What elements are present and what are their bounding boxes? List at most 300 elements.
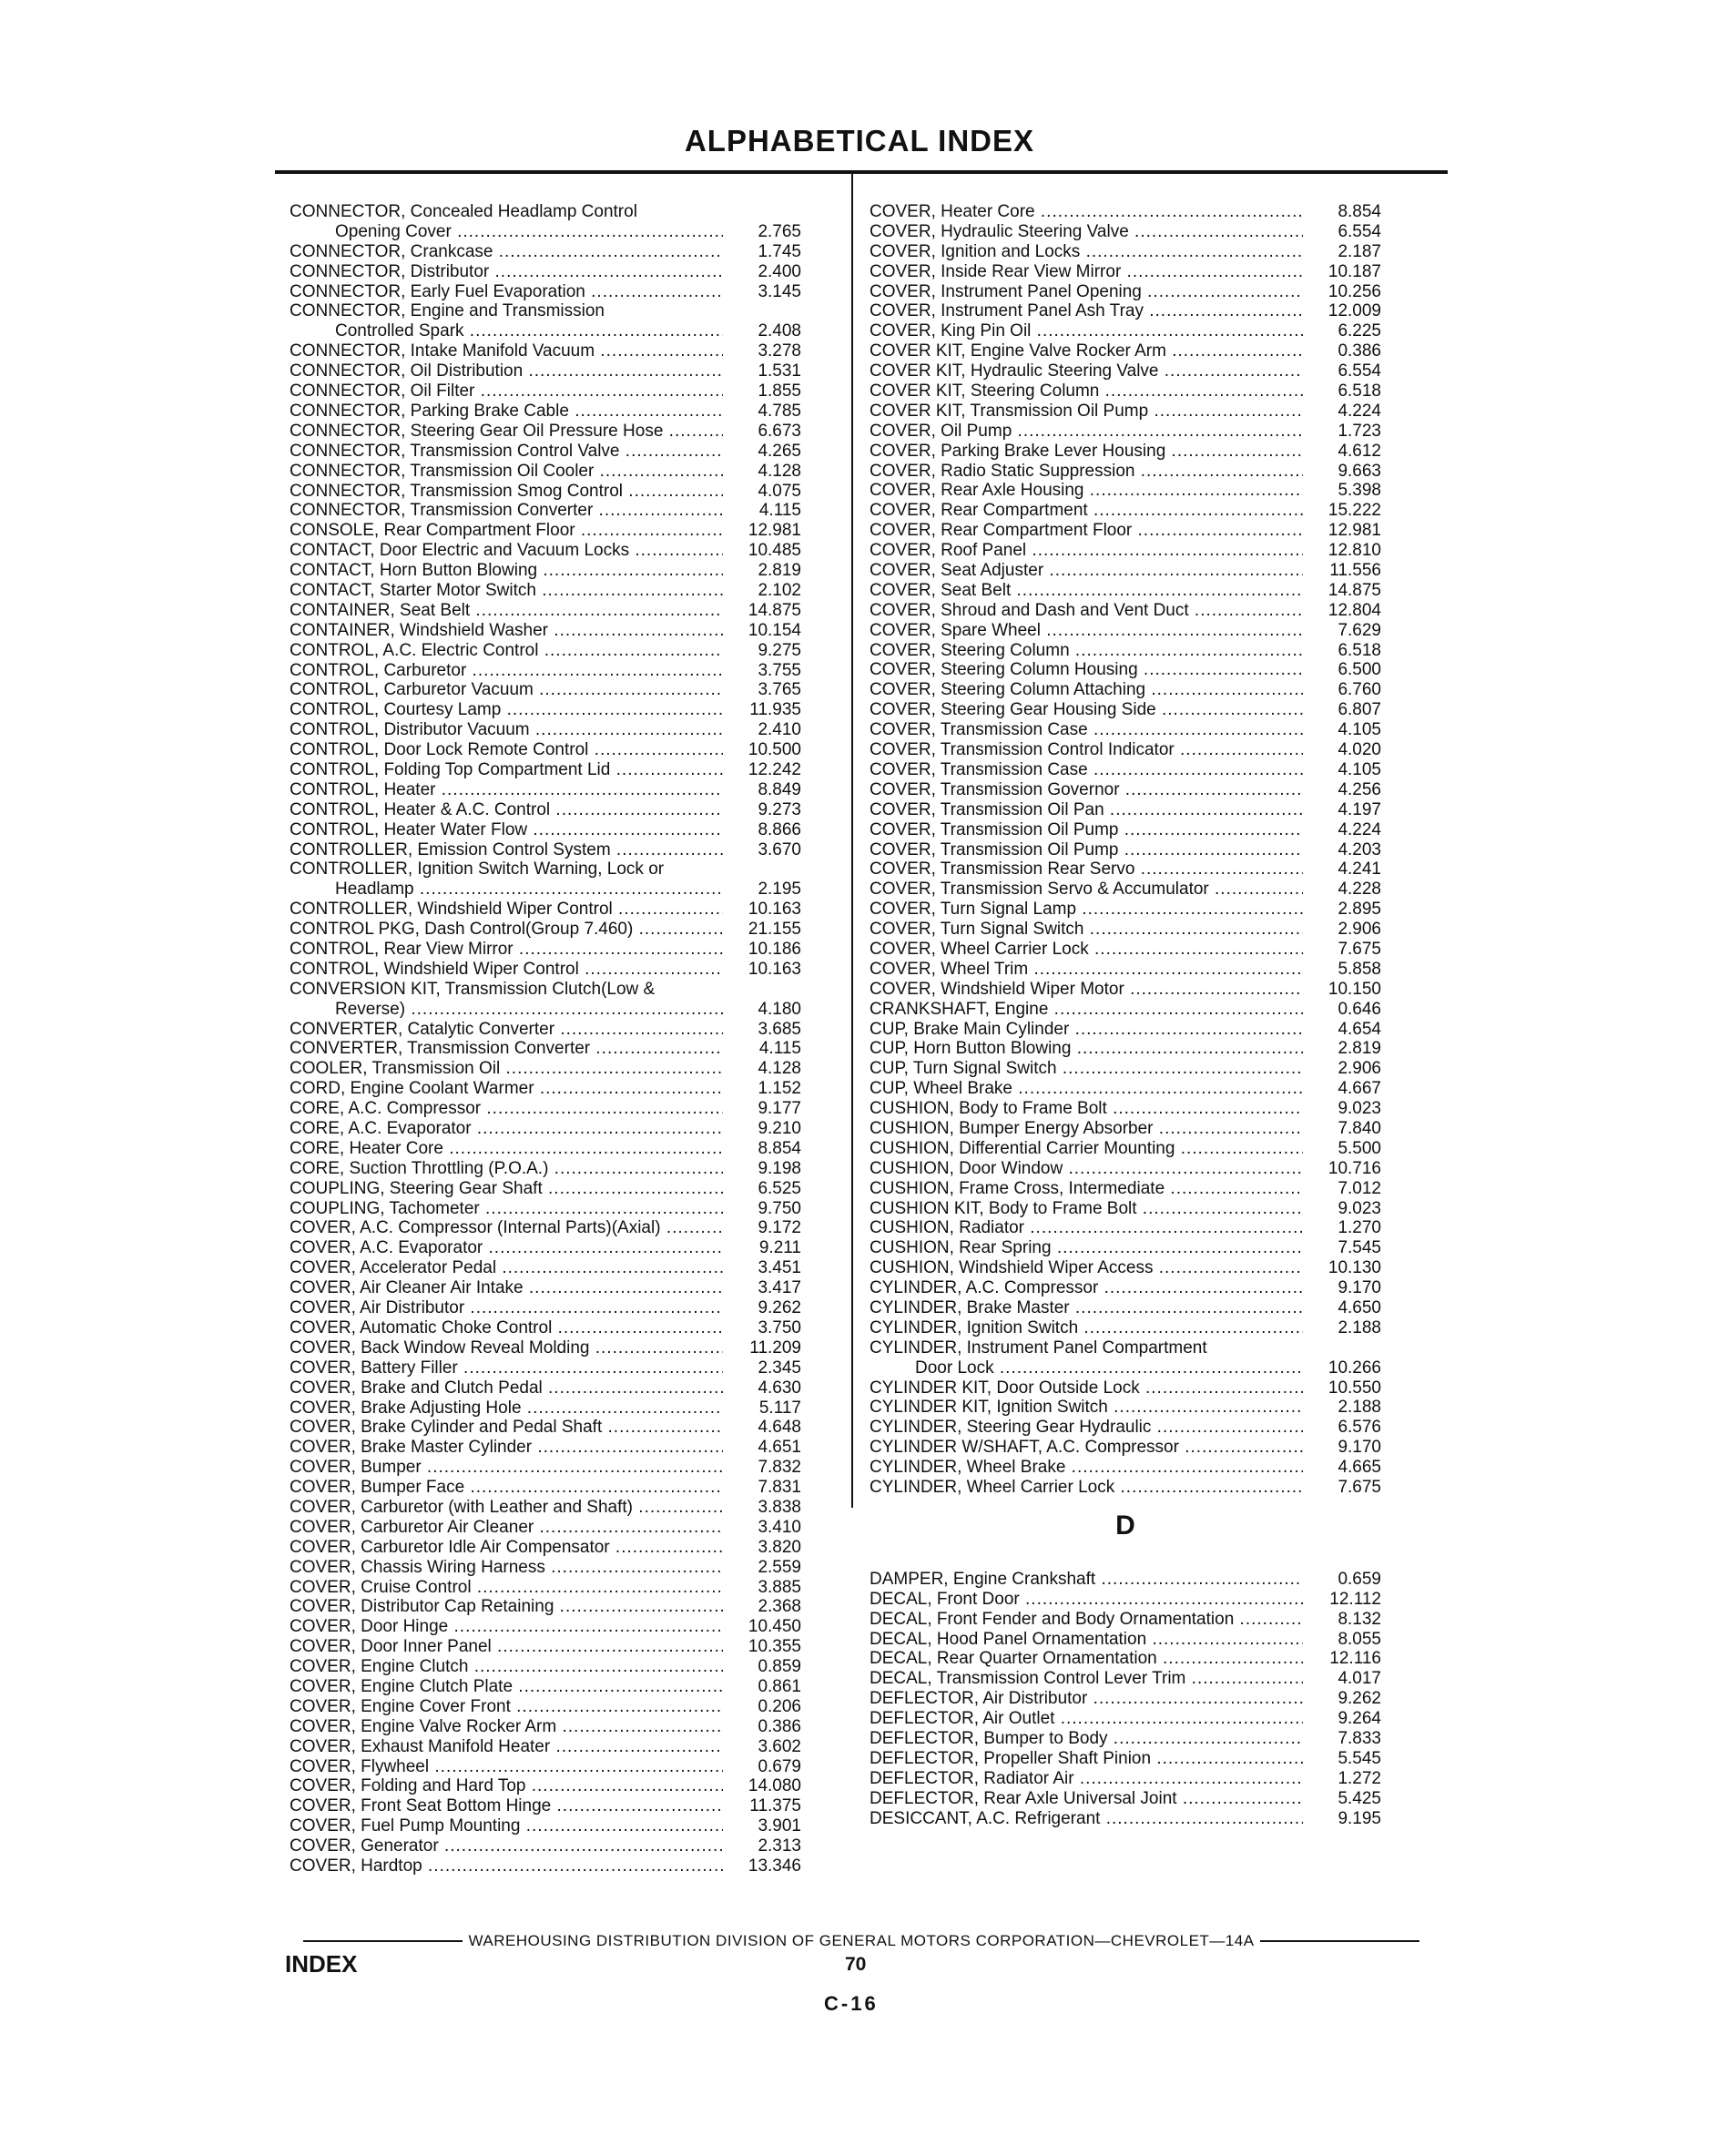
entry-reference-number: 4.128	[758, 461, 801, 481]
entry-reference-number: 2.102	[758, 580, 801, 600]
entry-label: DEFLECTOR, Air Distributor .....	[870, 1689, 1303, 1709]
index-entry	[290, 1020, 801, 1040]
index-entry	[870, 541, 1381, 561]
index-entry	[290, 482, 801, 502]
entry-reference-number: 1.152	[758, 1079, 801, 1099]
entry-label: COVER, Hydraulic Steering Valve .....	[870, 222, 1303, 242]
index-entry	[870, 1398, 1381, 1418]
index-entry	[290, 1458, 801, 1478]
entry-label: COVER, Transmission Oil Pan .....	[870, 800, 1303, 820]
index-entry	[870, 1438, 1381, 1458]
index-entry	[870, 1729, 1381, 1749]
entry-reference-number: 4.105	[1338, 720, 1381, 740]
entry-label: COVER, Spare Wheel .....	[870, 621, 1303, 641]
entry-label: COVER, A.C. Evaporator .....	[290, 1238, 723, 1258]
entry-label: COVER, Distributor Cap Retaining .....	[290, 1597, 723, 1617]
entry-label: COVER KIT, Steering Column .....	[870, 381, 1303, 402]
entry-label: CONTACT, Starter Motor Switch .....	[290, 581, 723, 601]
entry-reference-number: 9.023	[1338, 1198, 1381, 1218]
entry-reference-number: 2.195	[758, 880, 801, 900]
index-entry	[870, 501, 1381, 521]
entry-reference-number: 10.500	[748, 740, 801, 760]
entry-reference-number: 6.525	[758, 1178, 801, 1198]
index-entry	[870, 760, 1381, 780]
entry-label: CYLINDER, A.C. Compressor .....	[870, 1278, 1303, 1298]
entry-label: COVER, Air Distributor .....	[290, 1298, 723, 1318]
entry-label: CONTROL, Carburetor .....	[290, 661, 723, 681]
entry-reference-number: 10.266	[1327, 1358, 1381, 1378]
entry-label: CORE, A.C. Evaporator .....	[290, 1119, 723, 1139]
entry-reference-number: 5.117	[758, 1398, 801, 1418]
page-title: ALPHABETICAL INDEX	[684, 124, 1035, 158]
entry-label: CUP, Horn Button Blowing .....	[870, 1039, 1303, 1059]
entry-label: CUSHION, Door Window .....	[870, 1159, 1303, 1179]
entry-reference-number: 2.765	[758, 221, 801, 241]
index-entry	[290, 1657, 801, 1677]
entry-label: COVER, Transmission Rear Servo .....	[870, 859, 1303, 880]
entry-label: COVER, Battery Filler .....	[290, 1358, 723, 1378]
entry-reference-number: 6.518	[1338, 381, 1381, 402]
index-entry	[870, 222, 1381, 242]
entry-reference-number: 6.225	[1338, 321, 1381, 341]
entry-label: COVER, Bumper Face .....	[290, 1478, 723, 1498]
entry-label: CONNECTOR, Oil Distribution .....	[290, 361, 723, 381]
index-entry	[870, 1689, 1381, 1709]
entry-label: DECAL, Rear Quarter Ornamentation .....	[870, 1649, 1303, 1669]
entry-label: COVER, Windshield Wiper Motor .....	[870, 980, 1303, 1000]
index-entry	[870, 381, 1381, 402]
entry-reference-number: 2.187	[1338, 241, 1381, 261]
index-entry	[290, 1578, 801, 1598]
entry-label: COVER, Inside Rear View Mirror .....	[870, 262, 1303, 282]
entry-label: COVER, Heater Core .....	[870, 202, 1303, 222]
entry-reference-number: 2.400	[758, 261, 801, 281]
index-entry	[290, 1498, 801, 1518]
entry-label: COVER, Exhaust Manifold Heater .....	[290, 1737, 723, 1757]
index-entry	[870, 341, 1381, 361]
index-entry	[290, 641, 801, 661]
entry-label: CYLINDER, Ignition Switch .....	[870, 1318, 1303, 1338]
entry-continuation	[290, 222, 801, 242]
entry-reference-number: 9.262	[758, 1298, 801, 1318]
entry-reference-number: 5.858	[1338, 959, 1381, 979]
entry-label: CONNECTOR, Transmission Smog Control .....	[290, 482, 723, 502]
index-entry	[870, 462, 1381, 482]
entry-reference-number: 3.755	[758, 660, 801, 680]
index-entry	[290, 262, 801, 282]
entry-reference-number: 2.410	[758, 720, 801, 740]
index-entry	[290, 1159, 801, 1179]
index-entry	[870, 1000, 1381, 1020]
index-entry	[290, 422, 801, 442]
entry-label: DECAL, Transmission Control Lever Trim .....	[870, 1669, 1303, 1689]
entry-reference-number: 3.765	[758, 680, 801, 700]
column-divider	[851, 174, 853, 1508]
footer-publisher-line	[303, 1932, 1419, 1950]
footer-rule-right	[1260, 1940, 1419, 1942]
entry-label: CYLINDER KIT, Door Outside Lock .....	[870, 1378, 1303, 1398]
entry-label: COVER, Engine Clutch Plate .....	[290, 1677, 723, 1697]
index-entry	[870, 1630, 1381, 1650]
entry-label: CONVERTER, Catalytic Converter .....	[290, 1020, 723, 1040]
index-entry	[290, 541, 801, 561]
index-column-left	[290, 202, 801, 1876]
index-entry	[870, 1179, 1381, 1199]
index-entry	[870, 800, 1381, 820]
index-entry	[870, 422, 1381, 442]
entry-label: CUSHION, Radiator .....	[870, 1218, 1303, 1238]
entry-reference-number: 4.128	[758, 1059, 801, 1079]
entry-reference-number: 0.646	[1338, 999, 1381, 1019]
entry-label: CONTROL, Heater .....	[290, 780, 723, 800]
entry-label: COVER, Parking Brake Lever Housing .....	[870, 442, 1303, 462]
index-entry	[290, 521, 801, 541]
entry-reference-number: 9.172	[758, 1218, 801, 1238]
entry-label: CUP, Wheel Brake .....	[870, 1079, 1303, 1099]
entry-reference-number: 3.602	[758, 1736, 801, 1756]
entry-reference-number: 2.819	[1338, 1039, 1381, 1059]
entry-label: COVER, Cruise Control .....	[290, 1578, 723, 1598]
index-entry	[290, 800, 801, 820]
entry-label: COVER, Fuel Pump Mounting .....	[290, 1816, 723, 1836]
entry-label: COVER, Transmission Control Indicator .....	[870, 740, 1303, 760]
index-entry	[870, 321, 1381, 341]
entry-label: COUPLING, Steering Gear Shaft .....	[290, 1179, 723, 1199]
entry-label: Reverse) .....	[335, 1000, 723, 1020]
entry-label: COVER, Folding and Hard Top .....	[290, 1776, 723, 1796]
entry-label: CYLINDER, Wheel Carrier Lock .....	[870, 1478, 1303, 1498]
entry-label: CONSOLE, Rear Compartment Floor .....	[290, 521, 723, 541]
index-entry	[290, 1338, 801, 1358]
entry-label: COVER, Shroud and Dash and Vent Duct .....	[870, 601, 1303, 621]
index-entry	[870, 960, 1381, 980]
entry-reference-number: 0.861	[758, 1676, 801, 1696]
entry-reference-number: 9.275	[758, 640, 801, 660]
entry-reference-number: 4.265	[758, 441, 801, 461]
entry-reference-number: 4.115	[758, 1039, 801, 1059]
footer-publisher-text: WAREHOUSING DISTRIBUTION DIVISION OF GENERAL MOTORS CORPORATION—CHEVROLET—14A	[468, 1932, 1255, 1949]
entry-reference-number: 10.163	[748, 959, 801, 979]
entry-label-line1: CONTROLLER, Ignition Switch Warning, Lock or	[290, 859, 665, 880]
entry-reference-number: 7.675	[1338, 939, 1381, 959]
entry-reference-number: 10.154	[748, 620, 801, 640]
entry-label: COVER, Engine Cover Front .....	[290, 1697, 723, 1717]
entry-label: CONTROL, Folding Top Compartment Lid .....	[290, 760, 723, 780]
index-entry	[870, 1099, 1381, 1119]
entry-reference-number: 9.170	[1338, 1278, 1381, 1298]
index-entry	[870, 601, 1381, 621]
entry-label: CORE, Suction Throttling (P.O.A.) .....	[290, 1159, 723, 1179]
entry-reference-number: 0.679	[758, 1756, 801, 1776]
index-entry	[290, 1737, 801, 1757]
index-entry	[290, 1099, 801, 1119]
entry-label: CONTROL, Door Lock Remote Control .....	[290, 740, 723, 760]
entry-reference-number: 5.545	[1338, 1748, 1381, 1768]
index-entry	[870, 1258, 1381, 1278]
entry-reference-number: 9.195	[1338, 1808, 1381, 1828]
entry-reference-number: 7.832	[758, 1458, 801, 1478]
entry-label: COVER, Steering Column Attaching .....	[870, 680, 1303, 700]
entry-continuation	[290, 321, 801, 341]
entry-reference-number: 11.935	[749, 700, 801, 720]
entry-reference-number: 1.745	[758, 241, 801, 261]
index-entry	[290, 381, 801, 402]
index-entry	[870, 1570, 1381, 1590]
entry-reference-number: 2.188	[1338, 1398, 1381, 1418]
entry-label: COVER, Transmission Oil Pump .....	[870, 820, 1303, 840]
entry-label: CONTROL, Heater & A.C. Control .....	[290, 800, 723, 820]
entry-label: CORD, Engine Coolant Warmer .....	[290, 1079, 723, 1099]
entry-label: COVER, Ignition and Locks .....	[870, 242, 1303, 262]
index-entry	[870, 581, 1381, 601]
entry-label: CONNECTOR, Distributor .....	[290, 262, 723, 282]
index-entry	[290, 1796, 801, 1816]
entry-reference-number: 4.665	[1338, 1458, 1381, 1478]
entry-reference-number: 10.716	[1327, 1158, 1381, 1178]
index-entry	[290, 940, 801, 960]
entry-reference-number: 2.408	[758, 321, 801, 341]
entry-label: CONTROL, Distributor Vacuum .....	[290, 720, 723, 740]
entry-label: COVER, Generator .....	[290, 1836, 723, 1856]
entry-label: CUSHION, Windshield Wiper Access .....	[870, 1258, 1303, 1278]
entry-reference-number: 2.368	[758, 1597, 801, 1617]
entry-label: CYLINDER KIT, Ignition Switch .....	[870, 1398, 1303, 1418]
entry-reference-number: 4.115	[758, 501, 801, 521]
index-entry	[870, 980, 1381, 1000]
index-entry	[870, 1610, 1381, 1630]
entry-label: DEFLECTOR, Propeller Shaft Pinion .....	[870, 1749, 1303, 1769]
entry-label: COVER KIT, Engine Valve Rocker Arm .....	[870, 341, 1303, 361]
entry-reference-number: 3.820	[758, 1537, 801, 1557]
entry-label: DESICCANT, A.C. Refrigerant .....	[870, 1809, 1303, 1829]
entry-reference-number: 4.203	[1338, 839, 1381, 859]
footer-page-code: C-16	[824, 1992, 879, 2015]
entry-reference-number: 3.278	[758, 341, 801, 361]
index-entry	[290, 900, 801, 920]
entry-reference-number: 9.210	[758, 1119, 801, 1139]
entry-reference-number: 12.810	[1327, 541, 1381, 561]
entry-label: COVER, Wheel Trim .....	[870, 960, 1303, 980]
entry-reference-number: 0.386	[1338, 341, 1381, 361]
index-entry	[870, 1338, 1381, 1378]
index-entry	[290, 1816, 801, 1836]
entry-label: COVER, Brake Master Cylinder .....	[290, 1438, 723, 1458]
entry-reference-number: 13.346	[748, 1856, 801, 1876]
index-entry	[870, 1238, 1381, 1258]
index-entry	[870, 1649, 1381, 1669]
entry-label: CONTROL, Rear View Mirror .....	[290, 940, 723, 960]
entry-label: COVER, Steering Column Housing .....	[870, 660, 1303, 680]
index-entry	[290, 1199, 801, 1219]
index-entry	[290, 242, 801, 262]
entry-label: COVER, Steering Column .....	[870, 641, 1303, 661]
index-entry	[290, 361, 801, 381]
entry-reference-number: 0.386	[758, 1716, 801, 1736]
index-entry	[870, 700, 1381, 720]
index-entry	[290, 820, 801, 840]
entry-reference-number: 4.612	[1338, 441, 1381, 461]
index-entry	[870, 621, 1381, 641]
entry-label: CONTROL, Courtesy Lamp .....	[290, 700, 723, 720]
index-entry	[290, 1079, 801, 1099]
index-entry	[290, 621, 801, 641]
index-entry	[870, 1020, 1381, 1040]
entry-reference-number: 10.550	[1327, 1378, 1381, 1398]
entry-reference-number: 3.885	[758, 1577, 801, 1597]
index-entry	[870, 561, 1381, 581]
entry-reference-number: 4.667	[1338, 1079, 1381, 1099]
entry-label: COVER, Transmission Servo & Accumulator .....	[870, 880, 1303, 900]
entry-label: COVER, Wheel Carrier Lock .....	[870, 940, 1303, 960]
entry-reference-number: 10.130	[1327, 1258, 1381, 1278]
entry-label: CUSHION, Body to Frame Bolt .....	[870, 1099, 1303, 1119]
entry-label: COVER, Rear Compartment .....	[870, 501, 1303, 521]
header-rule	[275, 170, 1448, 174]
footer-index-label: INDEX	[285, 1950, 358, 1978]
index-entry	[870, 442, 1381, 462]
entry-reference-number: 4.197	[1338, 799, 1381, 819]
index-entry	[290, 462, 801, 482]
footer-page-number: 70	[845, 1954, 867, 1975]
index-entry	[290, 501, 801, 521]
entry-reference-number: 1.531	[758, 361, 801, 381]
entry-reference-number: 9.211	[758, 1238, 801, 1258]
entry-reference-number: 7.831	[758, 1478, 801, 1498]
entry-label: CYLINDER, Wheel Brake .....	[870, 1458, 1303, 1478]
index-entry	[290, 1418, 801, 1438]
entry-label: CONTROL PKG, Dash Control(Group 7.460) .....	[290, 920, 723, 940]
index-entry	[290, 1378, 801, 1398]
index-entry	[290, 1617, 801, 1637]
entry-reference-number: 0.859	[758, 1657, 801, 1677]
entry-label: COVER, Engine Valve Rocker Arm .....	[290, 1717, 723, 1737]
entry-reference-number: 10.186	[748, 940, 801, 959]
entry-label: COVER, Instrument Panel Ash Tray .....	[870, 301, 1303, 321]
entry-reference-number: 2.345	[758, 1358, 801, 1378]
entry-reference-number: 4.648	[758, 1418, 801, 1438]
entry-label: COVER, Brake Adjusting Hole .....	[290, 1398, 723, 1419]
c-entries-right	[870, 202, 1381, 1498]
entry-label: DEFLECTOR, Radiator Air .....	[870, 1769, 1303, 1789]
entry-label: COVER, Instrument Panel Opening .....	[870, 282, 1303, 302]
index-entry	[290, 1059, 801, 1079]
entry-label: CONTROL, Windshield Wiper Control .....	[290, 960, 723, 980]
entry-continuation	[870, 1358, 1381, 1378]
index-entry	[870, 1059, 1381, 1079]
entry-label: CRANKSHAFT, Engine .....	[870, 1000, 1303, 1020]
entry-reference-number: 7.840	[1338, 1118, 1381, 1138]
entry-reference-number: 4.630	[758, 1378, 801, 1398]
index-entry	[290, 920, 801, 940]
entry-reference-number: 4.785	[758, 401, 801, 421]
entry-reference-number: 12.009	[1327, 301, 1381, 321]
index-entry	[290, 402, 801, 422]
entry-label: CYLINDER W/SHAFT, A.C. Compressor .....	[870, 1438, 1303, 1458]
entry-continuation	[290, 1000, 801, 1020]
entry-reference-number: 14.080	[748, 1776, 801, 1796]
entry-reference-number: 1.272	[1338, 1768, 1381, 1788]
index-entry	[870, 680, 1381, 700]
entry-label: CONTROL, Heater Water Flow .....	[290, 820, 723, 840]
entry-reference-number: 6.518	[1338, 640, 1381, 660]
index-entry	[870, 820, 1381, 840]
entry-reference-number: 6.673	[758, 421, 801, 441]
entry-label: CUSHION KIT, Body to Frame Bolt .....	[870, 1199, 1303, 1219]
index-entry	[870, 361, 1381, 381]
entry-label: COVER, A.C. Compressor (Internal Parts)(Axial) .....	[290, 1218, 723, 1238]
entry-reference-number: 9.262	[1338, 1689, 1381, 1709]
entry-label: CUSHION, Frame Cross, Intermediate .....	[870, 1179, 1303, 1199]
entry-reference-number: 4.020	[1338, 740, 1381, 760]
entry-reference-number: 4.256	[1338, 779, 1381, 799]
entry-reference-number: 9.170	[1338, 1438, 1381, 1458]
entry-label: COVER, Accelerator Pedal .....	[290, 1258, 723, 1278]
entry-reference-number: 1.270	[1338, 1218, 1381, 1238]
entry-label: CONNECTOR, Steering Gear Oil Pressure Hose .....	[290, 422, 723, 442]
entry-reference-number: 6.807	[1338, 700, 1381, 720]
entry-label: COVER, Chassis Wiring Harness .....	[290, 1558, 723, 1578]
entry-reference-number: 14.875	[748, 600, 801, 620]
entry-reference-number: 5.425	[1338, 1788, 1381, 1808]
entry-reference-number: 12.804	[1327, 600, 1381, 620]
entry-label: CONNECTOR, Crankcase .....	[290, 242, 723, 262]
entry-label: COVER, Front Seat Bottom Hinge .....	[290, 1796, 723, 1816]
entry-reference-number: 9.663	[1338, 461, 1381, 481]
entry-label: CONTROL, Carburetor Vacuum .....	[290, 680, 723, 700]
entry-reference-number: 3.901	[758, 1816, 801, 1836]
index-entry	[870, 1669, 1381, 1689]
entry-reference-number: 4.650	[1338, 1297, 1381, 1317]
index-entry	[290, 202, 801, 242]
entry-label: COVER, Back Window Reveal Molding .....	[290, 1338, 723, 1358]
index-entry	[290, 700, 801, 720]
index-entry	[290, 1757, 801, 1777]
entry-label: COVER, Steering Gear Housing Side .....	[870, 700, 1303, 720]
index-entry	[870, 641, 1381, 661]
index-entry	[870, 660, 1381, 680]
entry-label: COVER, Carburetor (with Leather and Shaft) .....	[290, 1498, 723, 1518]
entry-reference-number: 8.866	[758, 819, 801, 839]
entry-label: COVER, Turn Signal Switch .....	[870, 920, 1303, 940]
entry-label: COOLER, Transmission Oil .....	[290, 1059, 723, 1079]
index-entry	[290, 1518, 801, 1538]
entry-label: DECAL, Hood Panel Ornamentation .....	[870, 1630, 1303, 1650]
entry-reference-number: 1.723	[1338, 421, 1381, 441]
entry-reference-number: 4.228	[1338, 880, 1381, 900]
entry-reference-number: 12.112	[1329, 1589, 1381, 1609]
index-entry	[870, 1199, 1381, 1219]
entry-label: CUSHION, Differential Carrier Mounting .....	[870, 1139, 1303, 1159]
entry-label: CYLINDER, Steering Gear Hydraulic .....	[870, 1418, 1303, 1438]
d-entries	[870, 1570, 1381, 1829]
entry-reference-number: 6.554	[1338, 361, 1381, 381]
index-entry	[870, 920, 1381, 940]
entry-label: CONTAINER, Seat Belt .....	[290, 601, 723, 621]
entry-label-line1: CYLINDER, Instrument Panel Compartment	[870, 1337, 1207, 1358]
index-entry	[290, 601, 801, 621]
index-entry	[870, 1749, 1381, 1769]
entry-label: COVER, Radio Static Suppression .....	[870, 462, 1303, 482]
index-entry	[870, 1079, 1381, 1099]
index-entry	[290, 1697, 801, 1717]
index-entry	[290, 1039, 801, 1059]
index-entry	[870, 1159, 1381, 1179]
entry-reference-number: 12.116	[1329, 1649, 1381, 1669]
entry-reference-number: 3.670	[758, 839, 801, 859]
index-entry	[290, 1538, 801, 1558]
entry-label: CONNECTOR, Transmission Oil Cooler .....	[290, 462, 723, 482]
index-entry	[870, 900, 1381, 920]
